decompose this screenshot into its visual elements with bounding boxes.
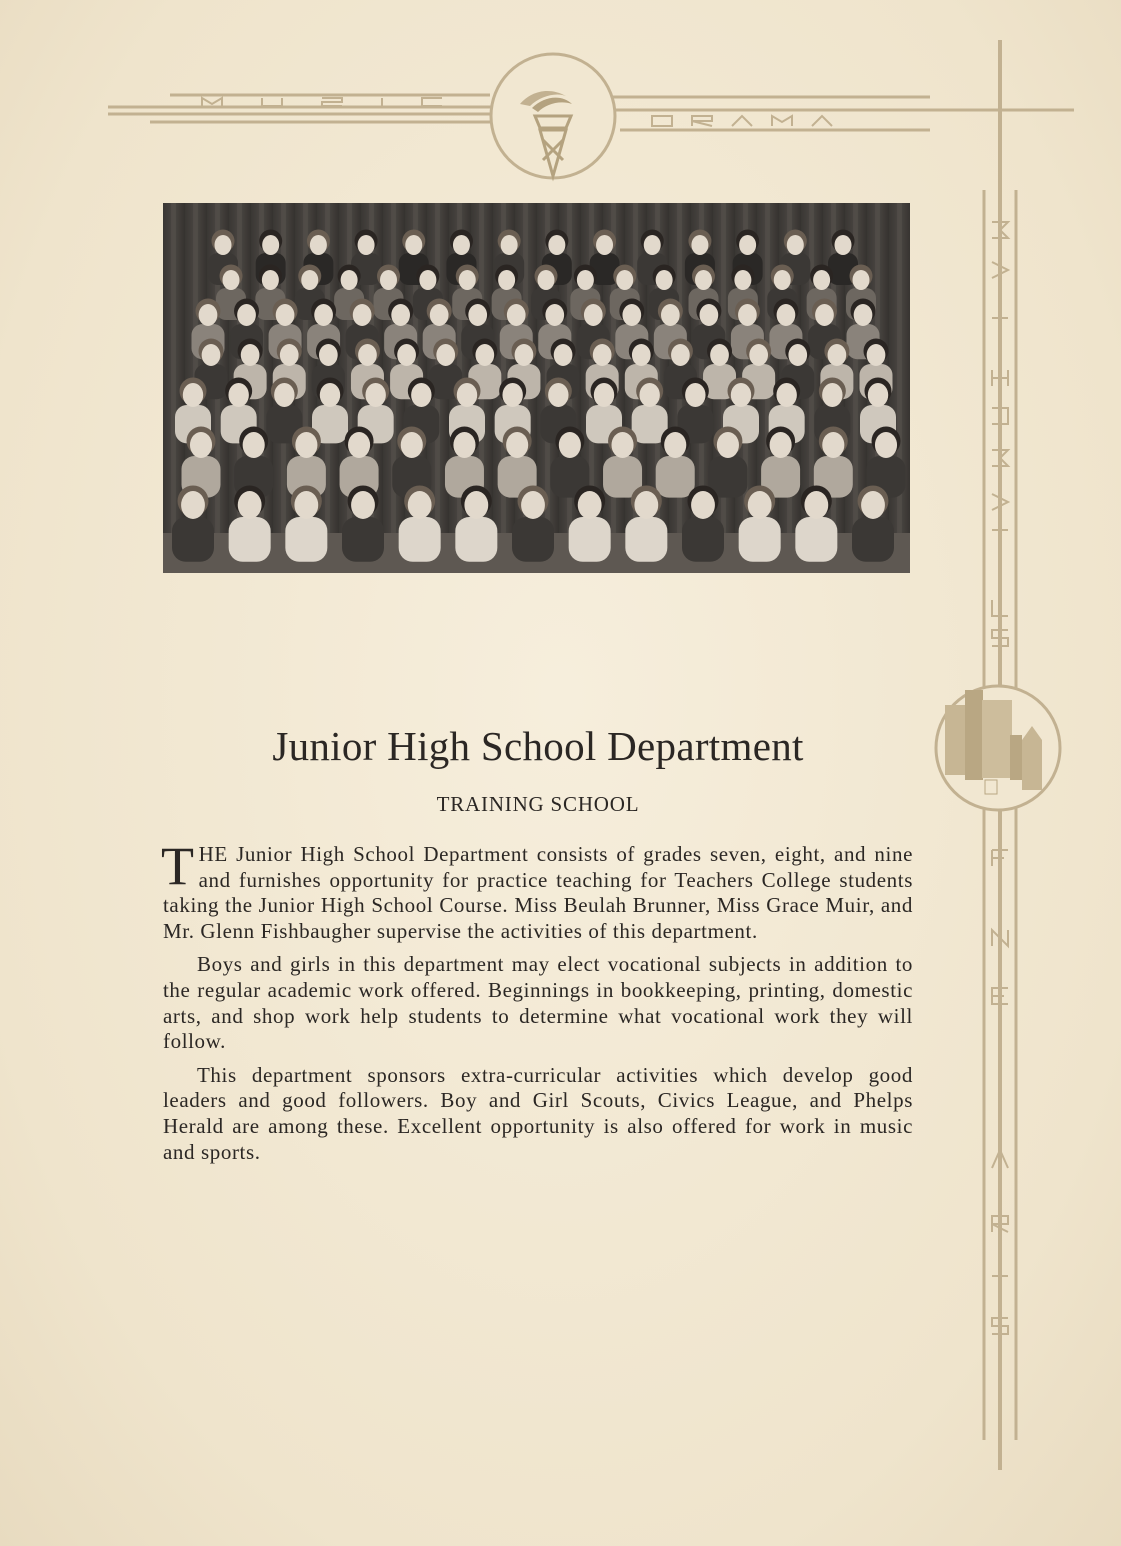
student-face [515, 344, 534, 366]
student-face [181, 491, 205, 519]
student-face [190, 432, 212, 458]
drama-lettering [652, 116, 832, 126]
student-face [507, 304, 526, 326]
student-face [731, 383, 751, 407]
student-face [430, 304, 449, 326]
student-face [475, 344, 494, 366]
student-face [656, 270, 673, 290]
student-figure [342, 517, 384, 562]
student-face [554, 344, 573, 366]
student-face [397, 344, 416, 366]
student-face [777, 304, 796, 326]
student-face [341, 270, 358, 290]
student-face [632, 344, 651, 366]
student-figure [512, 517, 554, 562]
student-face [419, 270, 436, 290]
student-face [502, 383, 522, 407]
student-face [351, 491, 375, 519]
torch-emblem-icon [491, 54, 615, 178]
student-face [548, 235, 565, 255]
student-face [788, 344, 807, 366]
student-face [401, 432, 423, 458]
student-face [774, 270, 791, 290]
student-face [616, 270, 633, 290]
student-face [199, 304, 218, 326]
student-face [215, 235, 232, 255]
student-face [453, 432, 475, 458]
student-face [875, 432, 897, 458]
student-face [498, 270, 515, 290]
paragraph-2: Boys and girls in this department may elect vocational subjects in addition to the regular academic work offered. Beginnings in bookkeeping, printing, domestic arts, and shop work help students to determine what vocational work they will follow. [163, 952, 913, 1054]
page-title: Junior High School Department [272, 723, 804, 769]
student-face [861, 491, 885, 519]
student-face [700, 304, 719, 326]
student-face [506, 432, 528, 458]
body-text [161, 836, 913, 1173]
student-face [453, 235, 470, 255]
student-figure [739, 517, 781, 562]
student-face [521, 491, 545, 519]
student-face [644, 235, 661, 255]
student-face [380, 270, 397, 290]
student-face [717, 432, 739, 458]
student-face [436, 344, 455, 366]
student-face [804, 491, 828, 519]
student-face [671, 344, 690, 366]
student-face [243, 432, 265, 458]
student-face [405, 235, 422, 255]
student-face [559, 432, 581, 458]
student-face [262, 235, 279, 255]
student-face [262, 270, 279, 290]
student-face [748, 491, 772, 519]
student-face [664, 432, 686, 458]
student-figure [852, 517, 894, 562]
city-skyline-emblem-icon [936, 686, 1060, 810]
student-figure [285, 517, 327, 562]
paragraph-1 [161, 836, 913, 944]
class-group-photo [163, 203, 910, 573]
student-face [391, 304, 410, 326]
student-face [822, 432, 844, 458]
drop-cap: T [161, 836, 195, 896]
student-face [348, 432, 370, 458]
student-face [787, 235, 804, 255]
student-figure [399, 517, 441, 562]
student-face [358, 344, 377, 366]
student-face [408, 491, 432, 519]
student-figure [682, 517, 724, 562]
music-lettering [202, 98, 442, 106]
student-face [183, 383, 203, 407]
student-face [776, 383, 796, 407]
student-face [577, 270, 594, 290]
student-face [691, 491, 715, 519]
paragraph-3: This department sponsors extra-curricular activities which develop good leaders and good followers. Boy and Girl Scouts, Civics League, and Phelps Herald are among these. Excellent opportunity is also offered for work in music and sports. [163, 1062, 913, 1164]
student-face [459, 270, 476, 290]
student-face [320, 383, 340, 407]
student-face [319, 344, 338, 366]
student-face [238, 491, 262, 519]
student-face [314, 304, 333, 326]
student-face [294, 491, 318, 519]
student-face [813, 270, 830, 290]
student-face [353, 304, 372, 326]
student-face [867, 344, 886, 366]
student-face [301, 270, 318, 290]
paragraph-1-text: HE Junior High School Department consists of grades seven, eight, and nine and furnishes opportunity for practice teaching for Teachers College students taking the Junior High School Course. Miss Beulah Brunner, Miss Grace Muir, and Mr. Glenn Fishbaugher supervise the activities of this department. [163, 842, 913, 943]
student-face [464, 491, 488, 519]
student-face [457, 383, 477, 407]
student-figure [172, 517, 214, 562]
student-figure [229, 517, 271, 562]
student-face [538, 270, 555, 290]
student-face [854, 304, 873, 326]
student-face [411, 383, 431, 407]
student-face [749, 344, 768, 366]
student-face [661, 304, 680, 326]
student-face [223, 270, 240, 290]
page-subtitle: TRAINING SCHOOL [436, 792, 640, 816]
student-figure [795, 517, 837, 562]
student-face [468, 304, 487, 326]
student-face [739, 235, 756, 255]
student-face [274, 383, 294, 407]
student-face [358, 235, 375, 255]
student-face [228, 383, 248, 407]
student-face [310, 235, 327, 255]
student-face [548, 383, 568, 407]
student-face [202, 344, 221, 366]
student-face [853, 270, 870, 290]
student-face [280, 344, 299, 366]
student-face [237, 304, 256, 326]
student-figure [625, 517, 667, 562]
student-face [611, 432, 633, 458]
student-face [276, 304, 295, 326]
student-figure [455, 517, 497, 562]
student-face [770, 432, 792, 458]
student-face [241, 344, 260, 366]
student-face [685, 383, 705, 407]
student-face [545, 304, 564, 326]
student-face [835, 235, 852, 255]
student-face [295, 432, 317, 458]
student-face [828, 344, 847, 366]
student-face [738, 304, 757, 326]
student-figure [656, 456, 695, 498]
student-face [695, 270, 712, 290]
student-face [634, 491, 658, 519]
student-face [622, 304, 641, 326]
student-face [501, 235, 518, 255]
student-face [594, 383, 614, 407]
student-face [578, 491, 602, 519]
student-face [815, 304, 834, 326]
student-face [868, 383, 888, 407]
student-face [593, 344, 612, 366]
student-face [365, 383, 385, 407]
student-face [734, 270, 751, 290]
student-face [710, 344, 729, 366]
student-face [691, 235, 708, 255]
student-figure [569, 517, 611, 562]
student-face [596, 235, 613, 255]
student-face [639, 383, 659, 407]
student-face [584, 304, 603, 326]
student-face [822, 383, 842, 407]
